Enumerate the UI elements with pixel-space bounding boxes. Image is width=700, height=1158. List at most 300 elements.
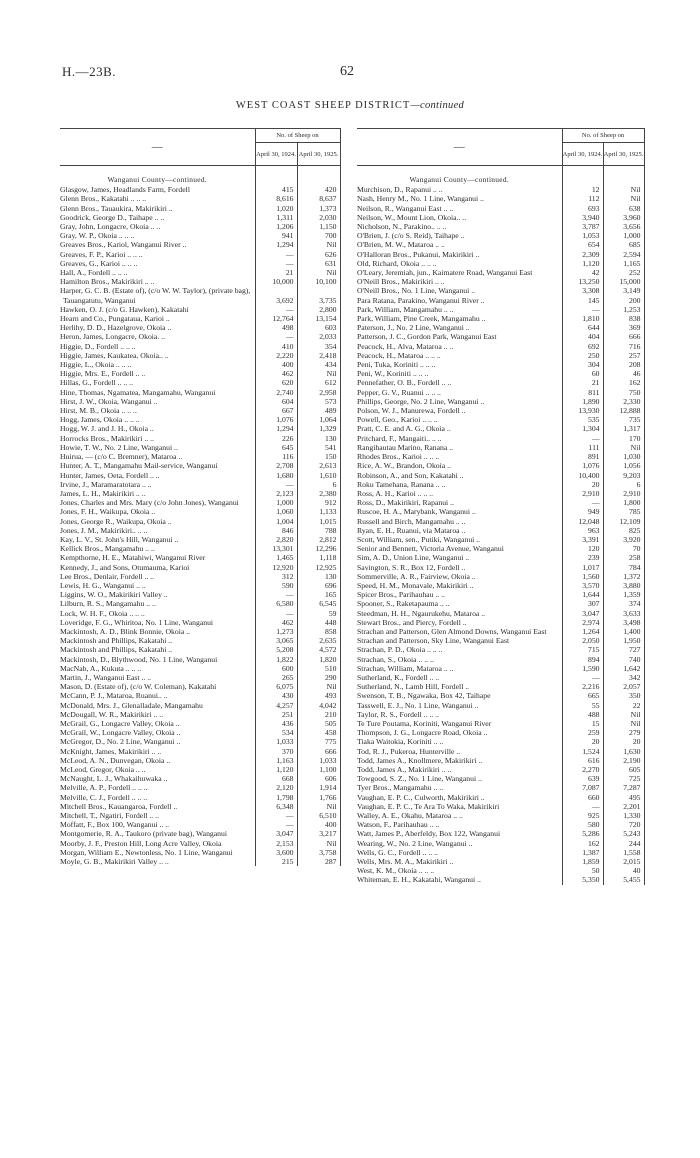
table-row — [357, 342, 644, 351]
sheep-1924: 639 — [562, 774, 603, 783]
farmer-name: Tiaka Waitokia, Koriniti .. .. — [357, 737, 444, 747]
farmer-name: Higgie, Mrs. E., Fordell .. .. — [60, 369, 146, 379]
sheep-1925: 374 — [603, 599, 644, 608]
farmer-name: Tasswell, E. J., No. 1 Line, Wanganui .. — [357, 700, 479, 710]
sheep-1924: 715 — [562, 645, 603, 654]
left-column — [60, 128, 341, 866]
sheep-1925: 7,287 — [603, 783, 644, 792]
sheep-1925: 1,253 — [603, 305, 644, 314]
table-row — [60, 185, 340, 194]
farmer-name: Towgood, S. Z., No. 1 Line, Wanganui .. — [357, 774, 482, 784]
sheep-1925: 1,400 — [603, 627, 644, 636]
right-column — [357, 128, 645, 885]
sheep-1925: 2,057 — [603, 682, 644, 691]
table-row — [357, 664, 644, 673]
table-row — [60, 802, 340, 811]
sheep-1925: 825 — [603, 526, 644, 535]
table-row — [357, 682, 644, 691]
sheep-1924: 2,050 — [562, 636, 603, 645]
table-row — [60, 599, 340, 608]
sheep-1925: 1,165 — [603, 259, 644, 268]
sheep-1925: 666 — [297, 747, 340, 756]
sheep-1925: 1,330 — [603, 811, 644, 820]
spacer-cell — [297, 166, 340, 186]
table-row — [357, 590, 644, 599]
table-row — [60, 783, 340, 792]
farmer-name: Peni, W., Koriniti .. .. .. — [357, 369, 429, 379]
farmer-name: Irvine, J., Maramaratotara .. .. — [60, 479, 152, 489]
farmer-name: McDonald, Mrs. J., Glenalladale, Mangamahu — [60, 700, 203, 710]
sheep-1924: 1,264 — [562, 627, 603, 636]
farmer-name: Vaughan, E. P. C., Culworth, Makirikiri .. — [357, 792, 485, 802]
title-suffix: —continued — [410, 100, 465, 111]
sheep-1925: 150 — [297, 452, 340, 461]
sheep-1924: 162 — [562, 839, 603, 848]
table-row — [357, 857, 644, 866]
table-row — [357, 756, 644, 765]
table-row — [60, 388, 340, 397]
farmer-name: Kempthorne, H. E., Matahiwi, Wanganui River — [60, 553, 206, 563]
sheep-1924: 6,348 — [255, 802, 297, 811]
sheep-1924: 1,465 — [255, 553, 297, 562]
sheep-1924: 15 — [562, 719, 603, 728]
farmer-name: Jones, George R., Waikupa, Okoia .. — [60, 516, 172, 526]
farmer-name: O'Neill Bros., Makirikiri .. .. — [357, 277, 445, 287]
sheep-1925: 257 — [603, 351, 644, 360]
sheep-1924: 5,286 — [562, 829, 603, 838]
table-row — [357, 259, 644, 268]
sheep-1924: 250 — [562, 351, 603, 360]
table-row — [357, 397, 644, 406]
sheep-1925: 1,766 — [297, 793, 340, 802]
table-row — [60, 811, 340, 820]
table-row — [357, 277, 644, 286]
sheep-1925: 735 — [603, 415, 644, 424]
sheep-1924: 1,206 — [255, 222, 297, 231]
table-row — [357, 839, 644, 848]
sheep-1925: 505 — [297, 719, 340, 728]
table-row — [60, 728, 340, 737]
sheep-1924: 20 — [562, 480, 603, 489]
sheep-1925: 1,015 — [297, 517, 340, 526]
farmer-name: Goodrick, George D., Taihape .. .. — [60, 212, 165, 222]
sheep-1924: 215 — [255, 857, 297, 866]
farmer-name: Phillips, George, No. 2 Line, Wanganui .. — [357, 396, 485, 406]
table-row — [60, 737, 340, 746]
sheep-1925: 775 — [297, 737, 340, 746]
sheep-table-left — [60, 128, 341, 866]
sheep-1925: 2,190 — [603, 756, 644, 765]
farmer-name: O'Leary, Jeremiah, jun., Kaimatere Road, Wanganui East — [357, 268, 533, 278]
sheep-1924: 811 — [562, 388, 603, 397]
farmer-name: Polson, W. J., Manurewa, Fordell .. — [357, 406, 466, 416]
sheep-1925: 59 — [297, 609, 340, 618]
sheep-1925: 1,950 — [603, 636, 644, 645]
sheep-1925: 700 — [297, 231, 340, 240]
sheep-1924: 3,940 — [562, 213, 603, 222]
sheep-1924: 665 — [562, 691, 603, 700]
table-row — [357, 388, 644, 397]
table-row — [60, 691, 340, 700]
farmer-name: Loveridge, F. G., Whiritoa, No. 1 Line, Wanganui — [60, 617, 214, 627]
table-row — [357, 240, 644, 249]
farmer-name: Huirua, — (c/o C. Bremner), Mataroa .. — [60, 452, 183, 462]
sheep-1924: 1,590 — [562, 664, 603, 673]
table-row — [60, 618, 340, 627]
sheep-1924: 2,910 — [562, 489, 603, 498]
page-reference: H.—23B. — [62, 64, 117, 79]
table-row — [60, 682, 340, 691]
table-row — [357, 443, 644, 452]
farmer-name: Melville, C. J., Fordell .. .. .. — [60, 792, 148, 802]
sheep-1925: 606 — [297, 774, 340, 783]
farmer-name: Watson, F., Parihauhau .. .. — [357, 820, 440, 830]
sheep-1925: 727 — [603, 645, 644, 654]
farmer-name: Liggins, W. O., Makirikiri Valley .. — [60, 590, 168, 600]
sheep-1925: Nil — [603, 719, 644, 728]
sheep-1924: 2,740 — [255, 388, 297, 397]
sheep-1924: — — [255, 820, 297, 829]
table-row — [357, 829, 644, 838]
table-row — [357, 296, 644, 305]
table-row — [357, 645, 644, 654]
farmer-name: Stewart Bros., and Piercy, Fordell .. — [357, 617, 467, 627]
table-row — [60, 793, 340, 802]
sheep-1924: 12,764 — [255, 314, 297, 323]
title-main: WEST COAST SHEEP DISTRICT — [235, 100, 411, 111]
table-row — [60, 268, 340, 277]
farmer-name: Hine, Thomas, Ngamatea, Mangamahu, Wanganui — [60, 387, 216, 397]
sheep-1924: 1,004 — [255, 517, 297, 526]
table-row — [60, 820, 340, 829]
sheep-1924: 1,017 — [562, 563, 603, 572]
sheep-1925: Nil — [297, 802, 340, 811]
table-row — [60, 480, 340, 489]
table-row — [357, 305, 644, 314]
sheep-1924: 3,570 — [562, 581, 603, 590]
farmer-name: Rhodes Bros., Karioi .. .. .. — [357, 452, 440, 462]
table-row — [357, 498, 644, 507]
sheep-1925: 6,545 — [297, 599, 340, 608]
table-row — [357, 747, 644, 756]
table-row — [60, 204, 340, 213]
sheep-1924: 410 — [255, 342, 297, 351]
sheep-1925: 1,359 — [603, 590, 644, 599]
sheep-1925: 1,372 — [603, 572, 644, 581]
farmer-name: Savington, S. R., Box 12, Fordell .. — [357, 562, 466, 572]
sheep-1925: 22 — [603, 701, 644, 710]
sheep-1925: 626 — [297, 250, 340, 259]
year-1925-header: April 30, 1925. — [603, 143, 644, 166]
sheep-1924: 239 — [562, 553, 603, 562]
table-row — [60, 553, 340, 562]
farmer-name: McNaught, L. J., Whakaihuwaka .. — [60, 774, 168, 784]
farmer-name: Rice, A. W., Brandon, Okoia .. — [357, 461, 451, 471]
farmer-name: Hillas, G., Fordell .. .. .. — [60, 378, 134, 388]
sheep-1924: — — [562, 673, 603, 682]
farmer-name: Mackintosh, A. D., Blink Bonnie, Okoia .. — [60, 626, 191, 636]
sheep-1924: 1,311 — [255, 213, 297, 222]
table-row — [357, 544, 644, 553]
sheep-1925: 448 — [297, 618, 340, 627]
table-row — [60, 701, 340, 710]
farmer-name: Todd, James A., Knollmere, Makirikiri .. — [357, 755, 483, 765]
farmer-name: Hearn and Co., Pungataua, Karioi .. — [60, 314, 170, 324]
sheep-1925: 3,735 — [297, 286, 340, 304]
table-row — [60, 286, 340, 304]
farmer-name: Ross, D., Makirikiri, Rapanui .. — [357, 498, 454, 508]
farmer-name: Pennefather, O. B., Fordell .. .. — [357, 378, 452, 388]
table-row — [357, 737, 644, 746]
sheep-1924: 304 — [562, 360, 603, 369]
sheep-1925: 70 — [603, 544, 644, 553]
sheep-1924: 846 — [255, 526, 297, 535]
table-row — [357, 673, 644, 682]
farmer-name: McGrail, G., Longacre Valley, Okoia .. — [60, 718, 180, 728]
table-row — [357, 415, 644, 424]
farmer-name: Jones, J. M., Makirikiri.. .. .. — [60, 525, 148, 535]
sheep-1925: 603 — [297, 323, 340, 332]
sheep-1924: 488 — [562, 710, 603, 719]
sheep-1924: 3,047 — [255, 829, 297, 838]
table-row — [357, 406, 644, 415]
sheep-1925: 165 — [297, 590, 340, 599]
farmer-name: Tyer Bros., Mangamahu .. .. — [357, 783, 444, 793]
sheep-1925: 162 — [603, 378, 644, 387]
sheep-1925: Nil — [297, 240, 340, 249]
table-row — [60, 756, 340, 765]
farmer-name: Sommerville, A. R., Fairview, Okoia .. — [357, 571, 476, 581]
sheep-1924: 1,680 — [255, 471, 297, 480]
sheep-1925: 2,958 — [297, 388, 340, 397]
sheep-1925: 458 — [297, 728, 340, 737]
sheep-1924: 436 — [255, 719, 297, 728]
farmer-name: Walley, A. E., Okahu, Mataroa .. .. — [357, 811, 463, 821]
farmer-name: McKnight, James, Makirikiri .. .. — [60, 746, 162, 756]
sheep-1924: 1,644 — [562, 590, 603, 599]
sheep-1925: 638 — [603, 204, 644, 213]
table-row — [60, 655, 340, 664]
table-row — [357, 581, 644, 590]
farmer-name: Hirst, J. W., Okoia, Wanganui .. — [60, 396, 158, 406]
sheep-1924: 112 — [562, 194, 603, 203]
sheep-1924: 1,000 — [255, 498, 297, 507]
table-row — [60, 645, 340, 654]
sheep-1925: 1,064 — [297, 415, 340, 424]
sheep-1925: 1,630 — [603, 747, 644, 756]
sheep-1925: 720 — [603, 820, 644, 829]
table-row — [357, 875, 644, 884]
sheep-1925: 290 — [297, 673, 340, 682]
farmer-name: Pepper, G. V., Ruanui .. .. .. — [357, 387, 441, 397]
sheep-1925: 1,118 — [297, 553, 340, 562]
spacer-cell — [255, 166, 297, 186]
sheep-1925: 685 — [603, 240, 644, 249]
farmer-name: Taylor, R. S., Fordell .. .. .. — [357, 709, 440, 719]
name-column-header: — — [60, 129, 255, 166]
spacer-cell — [562, 166, 603, 186]
sheep-1924: 2,220 — [255, 351, 297, 360]
sheep-1924: 1,524 — [562, 747, 603, 756]
sheep-1924: 60 — [562, 369, 603, 378]
sheep-1924: 660 — [562, 793, 603, 802]
table-row — [60, 369, 340, 378]
sheep-1925: 3,217 — [297, 829, 340, 838]
farmer-name: Gray, John, Longacre, Okoia .. .. — [60, 222, 161, 232]
farmer-name: Watt, James P., Aberfeldy, Box 122, Wanganui — [357, 829, 501, 839]
sheep-1924: 12,920 — [255, 563, 297, 572]
sheep-1925: 2,418 — [297, 351, 340, 360]
sheep-1924: 42 — [562, 268, 603, 277]
table-row — [60, 397, 340, 406]
sheep-1925: 210 — [297, 710, 340, 719]
farmer-name: Steedman, H. H., Ngaurukehu, Mataroa .. — [357, 608, 486, 618]
sheep-1925: 3,880 — [603, 581, 644, 590]
farmer-name: O'Neill Bros., No. 1 Line, Wanganui .. — [357, 286, 476, 296]
sheep-1925: 342 — [603, 673, 644, 682]
sheep-1924: — — [562, 305, 603, 314]
sheep-1924: 3,047 — [562, 609, 603, 618]
table-row — [357, 452, 644, 461]
table-row — [357, 820, 644, 829]
year-1925-header: April 30, 1925. — [297, 143, 340, 166]
farmer-name: Montgomerie, R. A., Taukoro (private bag), Wanganui — [60, 829, 228, 839]
table-row — [357, 627, 644, 636]
sheep-1925: Nil — [603, 194, 644, 203]
sheep-1924: 6,580 — [255, 599, 297, 608]
sheep-1925: 20 — [603, 737, 644, 746]
sheep-1925: 1,800 — [603, 498, 644, 507]
sheep-1924: 620 — [255, 378, 297, 387]
table-row — [60, 305, 340, 314]
farmer-name: Horrocks Bros., Makirikiri .. .. — [60, 433, 154, 443]
sheep-1924: 12,048 — [562, 517, 603, 526]
table-row — [357, 636, 644, 645]
farmer-name: McGrail, W., Longacre Valley, Okoia .. — [60, 728, 181, 738]
sheep-1924: 251 — [255, 710, 297, 719]
table-row — [357, 599, 644, 608]
table-row — [60, 829, 340, 838]
sheep-1924: 1,053 — [562, 231, 603, 240]
farmer-name: Ruscoe, H. A., Marybank, Wanganui .. — [357, 507, 476, 517]
sheep-1924: 312 — [255, 572, 297, 581]
sheep-1924: 5,208 — [255, 645, 297, 654]
sheep-1924: — — [255, 480, 297, 489]
farmer-name: Jones, F. H., Waikupa, Okoia .. — [60, 507, 156, 517]
sheep-1925: 858 — [297, 627, 340, 636]
sheep-1925: 1,820 — [297, 655, 340, 664]
sheep-header: No. of Sheep on — [255, 129, 340, 143]
table-row — [357, 517, 644, 526]
sheep-1924: 12 — [562, 185, 603, 194]
sheep-1925: 541 — [297, 443, 340, 452]
table-row — [357, 618, 644, 627]
table-row — [357, 204, 644, 213]
sheep-1924: 259 — [562, 728, 603, 737]
farmer-name: Howie, T. W., No. 2 Line, Wanganui .. — [60, 442, 178, 452]
sheep-1924: 3,787 — [562, 222, 603, 231]
farmer-name: Pritchard, F., Mangaiti.. .. .. — [357, 433, 442, 443]
farmer-name: O'Brien, M. W., Mataroa .. .. — [357, 240, 445, 250]
farmer-name: Melville, A. P., Fordell .. .. .. — [60, 783, 148, 793]
sheep-1925: 130 — [297, 572, 340, 581]
farmer-name: Mackintosh and Phillips, Kakatahi .. — [60, 645, 173, 655]
table-row — [357, 378, 644, 387]
sheep-1924: 894 — [562, 655, 603, 664]
sheep-1924: 116 — [255, 452, 297, 461]
sheep-1925: 2,594 — [603, 250, 644, 259]
sheep-1924: — — [255, 609, 297, 618]
table-row — [357, 480, 644, 489]
sheep-1924: 404 — [562, 332, 603, 341]
sheep-1924: 644 — [562, 323, 603, 332]
sheep-1925: 2,033 — [297, 332, 340, 341]
sheep-1924: 1,076 — [562, 461, 603, 470]
farmer-name: Scott, William, sen., Putiki, Wanganui .. — [357, 534, 481, 544]
sheep-1924: 370 — [255, 747, 297, 756]
farmer-name: Spooner, S., Raketapauma .. .. — [357, 599, 450, 609]
farmer-name: Hunter, A. T., Mangamahu Mail-service, Wanganui — [60, 461, 218, 471]
sheep-1924: 13,301 — [255, 544, 297, 553]
farmer-name: Hirst, M. B., Okoia .. .. .. — [60, 406, 137, 416]
sheep-1924: — — [562, 434, 603, 443]
table-row — [357, 222, 644, 231]
table-row — [357, 507, 644, 516]
sheep-1925: 510 — [297, 664, 340, 673]
table-row — [60, 636, 340, 645]
farmer-name: Higgie, D., Fordell .. .. .. — [60, 341, 136, 351]
sheep-1924: 580 — [562, 820, 603, 829]
sheep-1925: Nil — [603, 710, 644, 719]
table-row — [60, 342, 340, 351]
table-row — [357, 609, 644, 618]
farmer-name: Powell, Geo., Karioi .. .. .. — [357, 415, 438, 425]
sheep-1924: 3,600 — [255, 848, 297, 857]
sheep-1925: 244 — [603, 839, 644, 848]
farmer-name: West, K. M., Okoia .. .. .. — [357, 866, 435, 876]
sheep-1924: 307 — [562, 599, 603, 608]
sheep-1924: 2,309 — [562, 250, 603, 259]
table-row — [357, 553, 644, 562]
sheep-1925: 400 — [297, 820, 340, 829]
sheep-1925: 750 — [603, 388, 644, 397]
sheep-1924: 1,798 — [255, 793, 297, 802]
table-row — [60, 719, 340, 728]
farmer-name: Park, William, Pine Creek, Mangamahu .. — [357, 314, 486, 324]
farmer-name: Neilson, R., Wanganui East .. .. — [357, 203, 454, 213]
table-row — [357, 701, 644, 710]
table-row — [60, 443, 340, 452]
table-row — [60, 222, 340, 231]
sheep-1925: 605 — [603, 765, 644, 774]
sheep-1924: 3,692 — [255, 286, 297, 304]
farmer-name: Jones, Charles and Mrs. Mary (c/o John Jones), Wanganui — [60, 498, 239, 508]
farmer-name: Glenn Bros., Kakatahi .. .. .. — [60, 194, 147, 204]
sheep-1924: 1,060 — [255, 507, 297, 516]
farmer-name: Moffatt, F., Box 100, Wanganui .. .. — [60, 820, 170, 830]
sheep-1924: 692 — [562, 342, 603, 351]
table-row — [357, 655, 644, 664]
sheep-1924: 941 — [255, 231, 297, 240]
sheep-1924: 111 — [562, 443, 603, 452]
farmer-name: Lilburn, R. S., Mangamahu .. .. — [60, 599, 156, 609]
table-row — [357, 369, 644, 378]
sheep-1925: 170 — [603, 434, 644, 443]
farmer-name: Strachan, William, Mataroa .. .. — [357, 663, 454, 673]
sheep-1925: 2,201 — [603, 802, 644, 811]
farmer-name: Patterson, J. C., Gordon Park, Wanganui East — [357, 332, 497, 342]
sheep-1925: Nil — [603, 443, 644, 452]
